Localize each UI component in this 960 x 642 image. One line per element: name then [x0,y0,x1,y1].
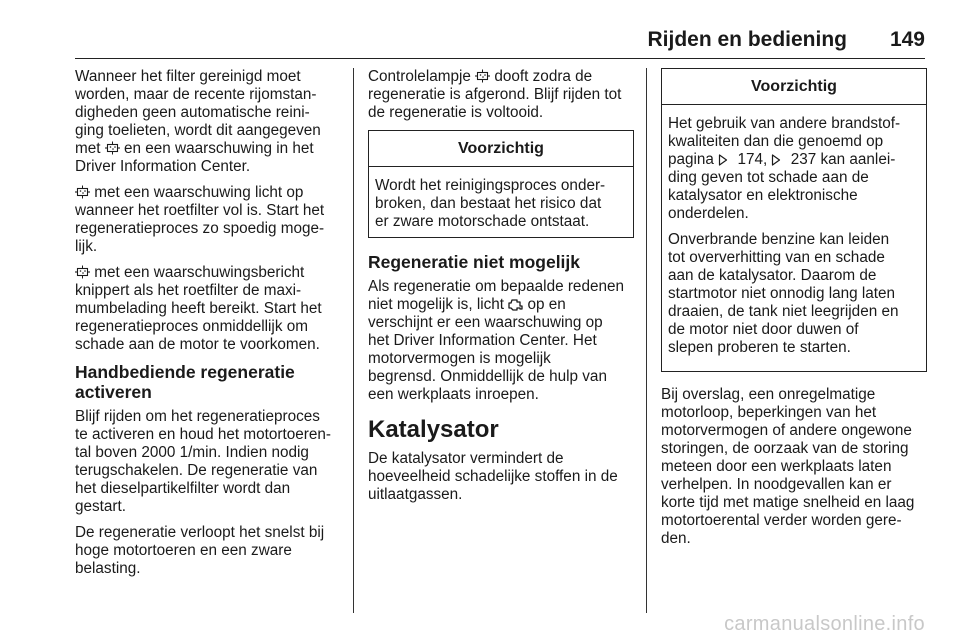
caution-title: Voorzichtig [662,69,926,105]
column-3 [661,68,927,556]
column-divider-1 [353,68,354,613]
caution-text: Wordt het reinigingsproces onder- broken, dan bestaat het risico dat er zware motorschade ontstaat. [375,177,606,230]
paragraph: Controlelampje dooft zodra de regeneratie is afgerond. Blijf rijden tot de regeneratie is voltooid. [368,68,622,121]
column-divider-2 [646,68,647,613]
paragraph: De regeneratie verloopt het snelst bij hoge motortoeren en een zware belasting. [75,524,325,577]
paragraph: met een waarschuwing licht op wanneer het roetfilter vol is. Start het regeneratieproces zo spoedig moge- lijk. [75,184,325,255]
header-rule [75,58,925,59]
page-reference[interactable]: 174, [737,151,768,168]
caution-box [368,130,634,238]
column-1 [75,68,341,586]
caution-text: Het gebruik van andere brandstof- kwaliteiten dan die genoemd op pagina 174, 237 kan aanlei- ding geven tot schade aan de katalysator en elektronische onderdelen. Onverbrande benzine kan leiden tot oververhitting van en schade aan de katalysator. Daarom de startmotor niet onnodig lang laten draaien, de tank niet leegrijden en de motor niet door duwen of slepen proberen te starten. [668,115,901,356]
paragraph: Bij overslag, een onregelmatige motorloop, beperkingen van het motorvermogen of andere ongewone storingen, de oorzaak van de storing meteen door een werkplaats laten verhelpen. In noodgevallen kan er korte tijd met matige snelheid en laag motortoerental verder worden gere- den. [661,386,915,547]
paragraph: met een waarschuwingsbericht knippert als het roetfilter de maxi- mumbelading heeft bereikt. Start het regeneratieproces onmiddellijk om schade aan de motor te voorkomen. [75,264,322,353]
diesel-particulate-filter-icon [75,185,90,199]
paragraph: Wanneer het filter gereinigd moet worden, maar de recente rijomstan- digheden geen automatische reini- ging toelieten, wordt dit aangegeven met en een waarschuwing in het Driver Information Center. [75,68,321,175]
section-heading: Handbediende regeneratie activeren [75,362,295,402]
diesel-particulate-filter-icon [105,141,120,155]
caution-box [661,68,927,372]
page-reference-triangle-icon[interactable] [718,153,733,167]
engine-service-icon [508,297,523,311]
page-reference-triangle-icon[interactable] [771,153,786,167]
paragraph: De katalysator vermindert de hoeveelheid schadelijke stoffen in de uitlaatgassen. [368,450,618,503]
diesel-particulate-filter-icon [475,69,490,83]
paragraph: Blijf rijden om het regeneratieproces te activeren en houd het motortoeren- tal boven 2000 1/min. Indien nodig terugschakelen. De regeneratie van het dieselpartikelfilter wordt dan gestart. [75,408,331,515]
paragraph: Als regeneratie om bepaalde redenen niet mogelijk is, licht op en verschijnt er een waarschuwing op het Driver Information Center. Het motorvermogen is mogelijk begrensd. Onmiddellijk de hulp van een werkplaats inroepen. [368,278,624,403]
chapter-heading: Katalysator [368,416,499,443]
section-heading: Regeneratie niet mogelijk [368,252,581,272]
header-title: Rijden en bediening [647,28,847,51]
column-2 [368,68,634,512]
watermark: carmanualsonline.info [724,613,925,635]
diesel-particulate-filter-icon [75,265,90,279]
caution-title: Voorzichtig [369,131,633,167]
page-header [75,28,925,56]
page-number: 149 [889,28,925,51]
